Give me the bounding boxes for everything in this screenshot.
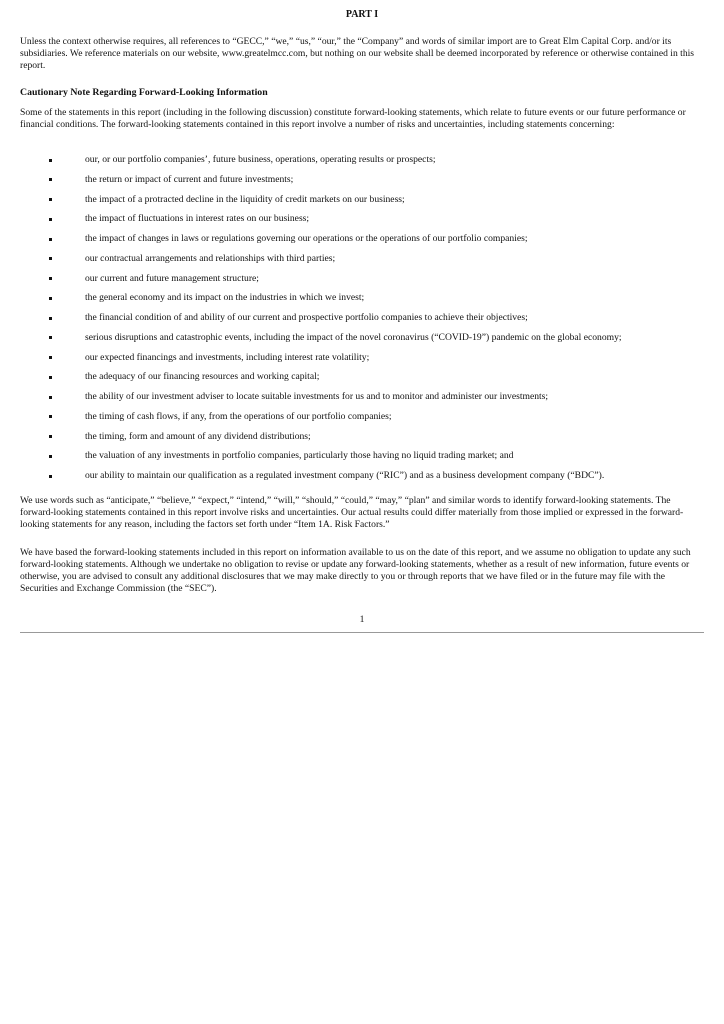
list-item <box>20 352 704 372</box>
list-item-text: the impact of a protracted decline in the liquidity of credit markets on our business; <box>85 193 405 205</box>
list-item-text: our ability to maintain our qualification as a regulated investment company (“RIC”) and as a business development company (“BDC”). <box>85 470 605 481</box>
list-item-text: the adequacy of our financing resources and working capital; <box>85 371 320 383</box>
list-item <box>20 213 704 233</box>
list-item-text: the financial condition of and ability of our current and prospective portfolio companies to achieve their objectives; <box>85 312 528 323</box>
bullet-icon <box>49 356 52 359</box>
page-divider <box>20 632 704 633</box>
bullet-icon <box>49 198 52 201</box>
bullet-icon <box>49 317 52 320</box>
bullet-icon <box>49 277 52 280</box>
bullet-icon <box>49 475 52 478</box>
no-obligation-paragraph: We have based the forward-looking statements included in this report on information available to us on the date of this report, and we assume no obligation to update any such forward-looking statements. Although we undertake no obligation to revise or update any forward-looking statements, whether as a result of new information, future events or otherwise, you are advised to consult any additional disclosures that we may make directly to you or through reports that we have filed or in the future may file with the Securities and Exchange Commission (the “SEC”). <box>20 547 691 594</box>
list-item-text: our contractual arrangements and relationships with third parties; <box>85 252 336 264</box>
bullet-icon <box>49 396 52 399</box>
list-item <box>20 233 704 253</box>
bullet-icon <box>49 159 52 162</box>
list-item-text: our current and future management structure; <box>85 272 259 284</box>
list-item <box>20 431 704 451</box>
list-item <box>20 194 704 214</box>
list-item <box>20 273 704 293</box>
cautionary-heading: Cautionary Note Regarding Forward-Looking Information <box>20 87 268 98</box>
list-item-text: the return or impact of current and future investments; <box>85 173 294 185</box>
list-item-text: the timing of cash flows, if any, from the operations of our portfolio companies; <box>85 410 392 422</box>
bullet-icon <box>49 455 52 458</box>
list-item <box>20 332 704 352</box>
bullet-icon <box>49 415 52 418</box>
list-item <box>20 391 704 411</box>
bullet-icon <box>49 178 52 181</box>
list-item <box>20 411 704 431</box>
list-item-text: serious disruptions and catastrophic events, including the impact of the novel coronavirus (“COVID-19”) pandemic on the global economy; <box>85 331 622 343</box>
bullet-icon <box>49 435 52 438</box>
bullet-icon <box>49 336 52 339</box>
list-item-text: the valuation of any investments in portfolio companies, particularly those having no liquid trading market; and <box>85 450 514 462</box>
bullet-icon <box>49 218 52 221</box>
list-item <box>20 312 704 332</box>
forward-looking-list <box>20 154 704 490</box>
forward-looking-words-paragraph: We use words such as “anticipate,” “believe,” “expect,” “intend,” “will,” “should,” “could,” “may,” “plan” and similar words to identify forward-looking statements. The forward-looking statements contained in this report involve risks and uncertainties. Our actual results could differ materially from those implied or expressed in the forward-looking statements for any reason, including the factors set forth under “Item 1A. Risk Factors.” <box>20 495 684 530</box>
list-item-text: our, or our portfolio companies’, future business, operations, operating results or prospects; <box>85 154 436 165</box>
list-item <box>20 154 704 174</box>
bullet-icon <box>49 257 52 260</box>
list-item <box>20 371 704 391</box>
bullet-icon <box>49 376 52 379</box>
bullet-icon <box>49 297 52 300</box>
list-item-text: the timing, form and amount of any dividend distributions; <box>85 430 311 442</box>
list-item <box>20 470 704 490</box>
list-item-text: the ability of our investment adviser to locate suitable investments for us and to monitor and administer our investments; <box>85 391 549 402</box>
list-item <box>20 450 704 470</box>
list-item-text: the impact of changes in laws or regulations governing our operations or the operations of our portfolio companies; <box>85 233 528 244</box>
list-item <box>20 292 704 312</box>
list-item-text: the impact of fluctuations in interest rates on our business; <box>85 213 310 225</box>
bullet-icon <box>49 238 52 241</box>
part-title: PART I <box>345 9 379 20</box>
list-item <box>20 253 704 273</box>
cautionary-paragraph: Some of the statements in this report (including in the following discussion) constitute forward-looking statements, which relate to future events or our future performance or financial conditions. The forward-looking statements contained in this report involve a number of risks and uncertainties, including statements concerning: <box>20 107 686 130</box>
intro-paragraph: Unless the context otherwise requires, all references to “GECC,” “we,” “us,” “our,” the “Company” and words of similar import are to Great Elm Capital Corp. and/or its subsidiaries. We reference materials on our website, www.greatelmcc.com, but nothing on our website shall be deemed incorporated by reference or otherwise contained in this report. <box>20 36 695 71</box>
list-item <box>20 174 704 194</box>
page-number: 1 <box>359 614 365 625</box>
list-item-text: the general economy and its impact on the industries in which we invest; <box>85 292 365 304</box>
list-item-text: our expected financings and investments, including interest rate volatility; <box>85 351 370 363</box>
